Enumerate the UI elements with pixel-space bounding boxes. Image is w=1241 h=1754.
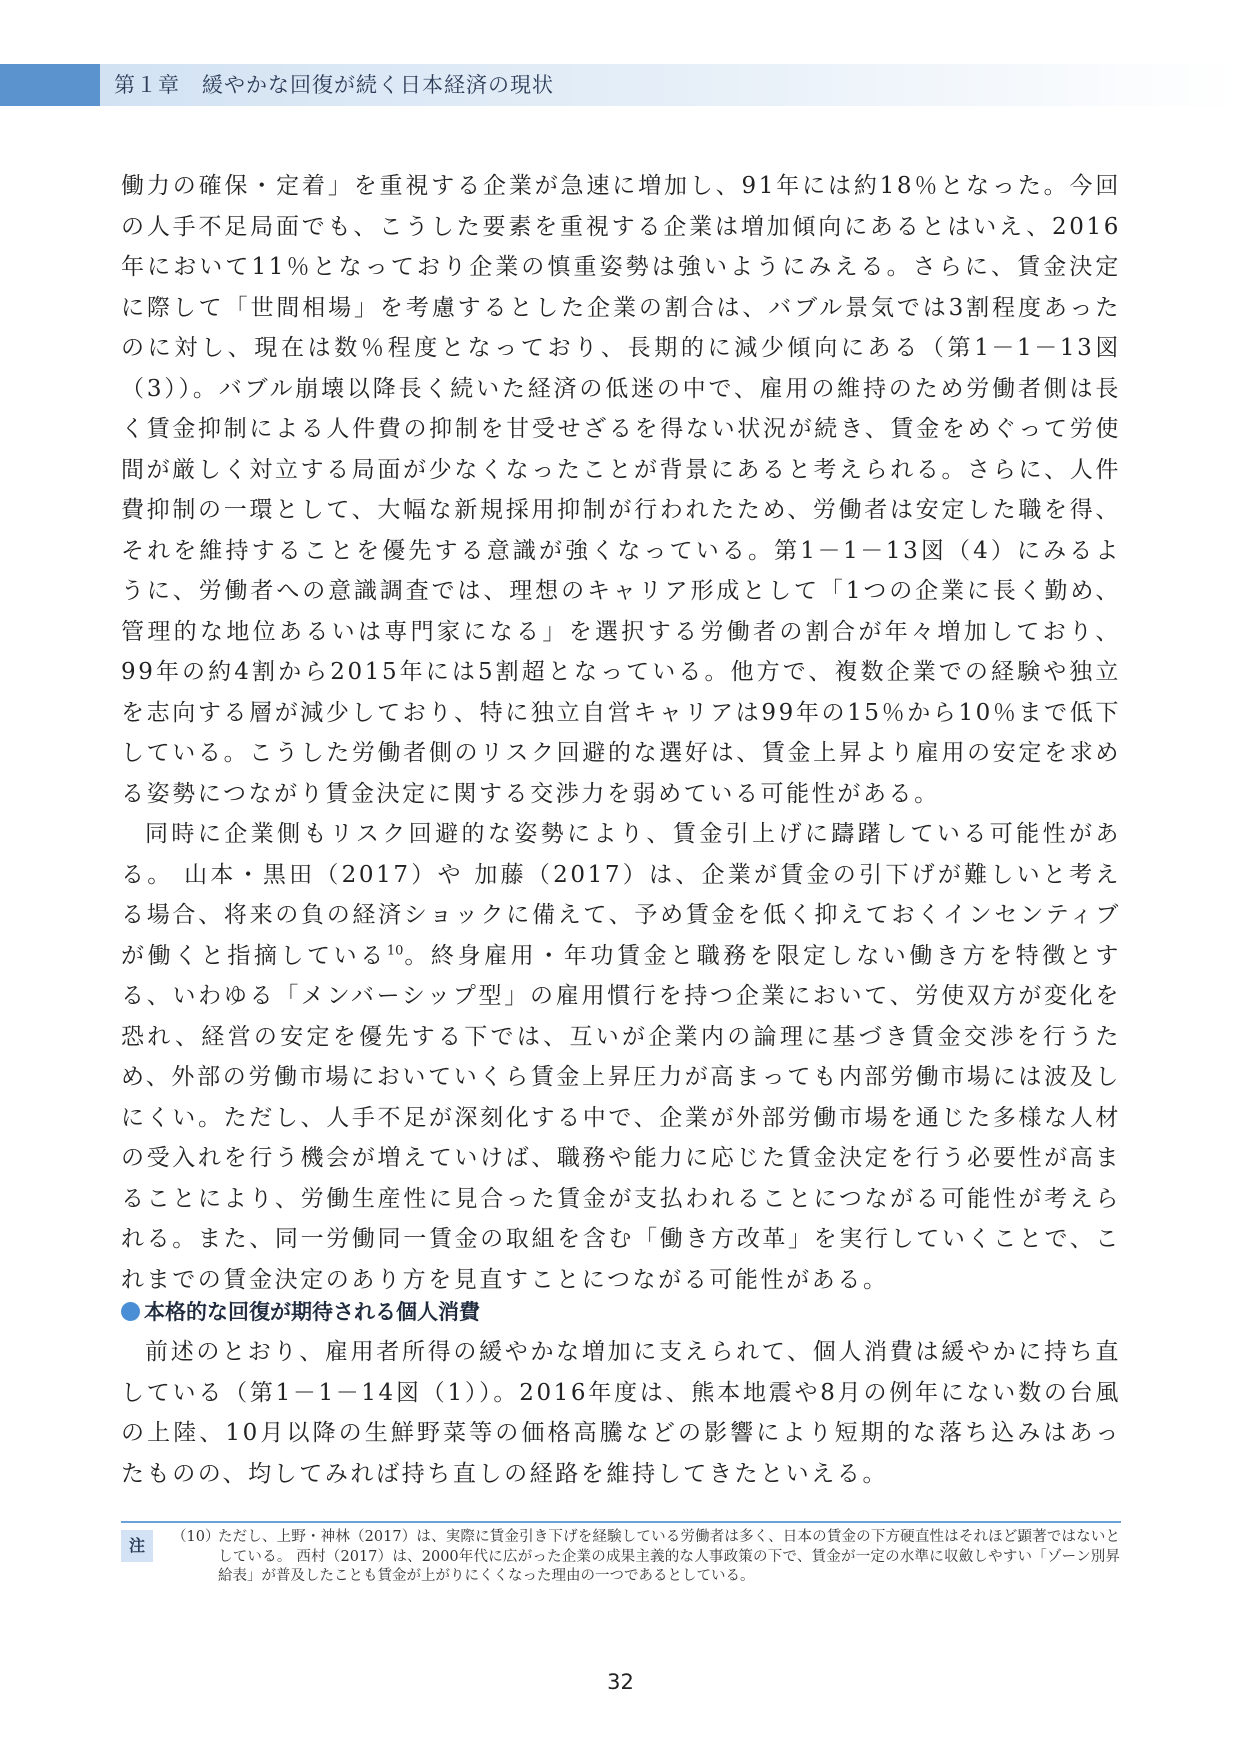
footnote-text: ただし、上野・神林（2017）は、実際に賃金引き下げを経験している労働者は多く、日本の賃金の下方硬直性はそれほど顕著ではないとしている。 西村（2017）は、2000年代に広がった企業の成果主義的な人事政策の下で、賃金が一定の水準に収斂しやすい「ゾーン別昇給表」が普及したことも賃金が上がりにくくなった理由の一つであるとしている。 xyxy=(218,1529,1120,1584)
paragraph-text: 。終身雇用・年功賃金と職務を限定しない働き方を特徴とする、いわゆる「メンバーシップ型」の雇用慣行を持つ企業において、労使双方が変化を恐れ、経営の安定を優先する下では、互いが企業内の論理に基づき賃金交渉を行うため、外部の労働市場においていくら賃金上昇圧力が高まっても内部労働市場には波及しにくい。ただし、人手不足が深刻化する中で、企業が外部労働市場を通じた多様な人材の受入れを行う機会が増えていけば、職務や能力に応じた賃金決定を行う必要性が高まることにより、労働生産性に見合った賃金が支払われることにつながる可能性が考えられる。また、同一労働同一賃金の取組を含む「働き方改革」を実行していくことで、これまでの賃金決定のあり方を見直すことにつながる可能性がある。 xyxy=(121,942,1122,1293)
footnote xyxy=(172,1528,1120,1587)
footnote-reference[interactable]: 10 xyxy=(386,942,404,958)
chapter-title: 第１章 緩やかな回復が続く日本経済の現状 xyxy=(114,73,554,97)
chapter-header-band xyxy=(0,64,1241,106)
paragraph xyxy=(121,166,1121,814)
section-text xyxy=(121,1332,1121,1494)
paragraph-text: 前述のとおり、雇用者所得の緩やかな増加に支えられて、個人消費は緩やかに持ち直している（第1－1－14図（1））。2016年度は、熊本地震や8月の例年にない数の台風の上陸、10月以降の生鮮野菜等の価格高騰などの影響により短期的な落ち込みはあったものの、均してみれば持ち直しの経路を維持してきたといえる。 xyxy=(121,1339,1121,1487)
footnote-divider xyxy=(121,1521,1121,1523)
note-label: 注 xyxy=(121,1530,153,1562)
section-heading xyxy=(121,1296,480,1326)
body-text xyxy=(121,166,1121,1300)
section-heading-text: 本格的な回復が期待される個人消費 xyxy=(144,1300,480,1324)
paragraph xyxy=(121,814,1121,1300)
header-accent-block xyxy=(0,64,100,106)
paragraph-text: 同時に企業側もリスク回避的な姿勢により、賃金引上げに躊躇している可能性がある。 山本・黒田（2017）や 加藤（2017）は、企業が賃金の引下げが難しいと考える場合、将来の負の経済ショックに備えて、予め賃金を低く抑えておくインセンティブが働くと指摘している xyxy=(121,821,1121,969)
paragraph-text: 働力の確保・定着」を重視する企業が急速に増加し、91年には約18％となった。今回の人手不足局面でも、こうした要素を重視する企業は増加傾向にあるとはいえ、2016年において11％となっており企業の慎重姿勢は強いようにみえる。さらに、賃金決定に際して「世間相場」を考慮するとした企業の割合は、バブル景気では3割程度あったのに対し、現在は数％程度となっており、長期的に減少傾向にある（第1－1－13図（3））。バブル崩壊以降長く続いた経済の低迷の中で、雇用の維持のため労働者側は長く賃金抑制による人件費の抑制を甘受せざるを得ない状況が続き、賃金をめぐって労使間が厳しく対立する局面が少なくなったことが背景にあると考えられる。さらに、人件費抑制の一環として、大幅な新規採用抑制が行われたため、労働者は安定した職を得、それを維持することを優先する意識が強くなっている。第1－1－13図（4）にみるように、労働者への意識調査では、理想のキャリア形成として「1つの企業に長く勤め、管理的な地位あるいは専門家になる」を選択する労働者の割合が年々増加しており、99年の約4割から2015年には5割超となっている。他方で、複数企業での経験や独立を志向する層が減少しており、特に独立自営キャリアは99年の15％から10％まで低下している。こうした労働者側のリスク回避的な選好は、賃金上昇より雇用の安定を求める姿勢につながり賃金決定に関する交渉力を弱めている可能性がある。 xyxy=(121,173,1121,807)
page-number: 32 xyxy=(607,1670,634,1694)
footnote-number: （10） xyxy=(172,1529,220,1545)
paragraph xyxy=(121,1332,1121,1494)
bullet-icon xyxy=(121,1302,140,1321)
